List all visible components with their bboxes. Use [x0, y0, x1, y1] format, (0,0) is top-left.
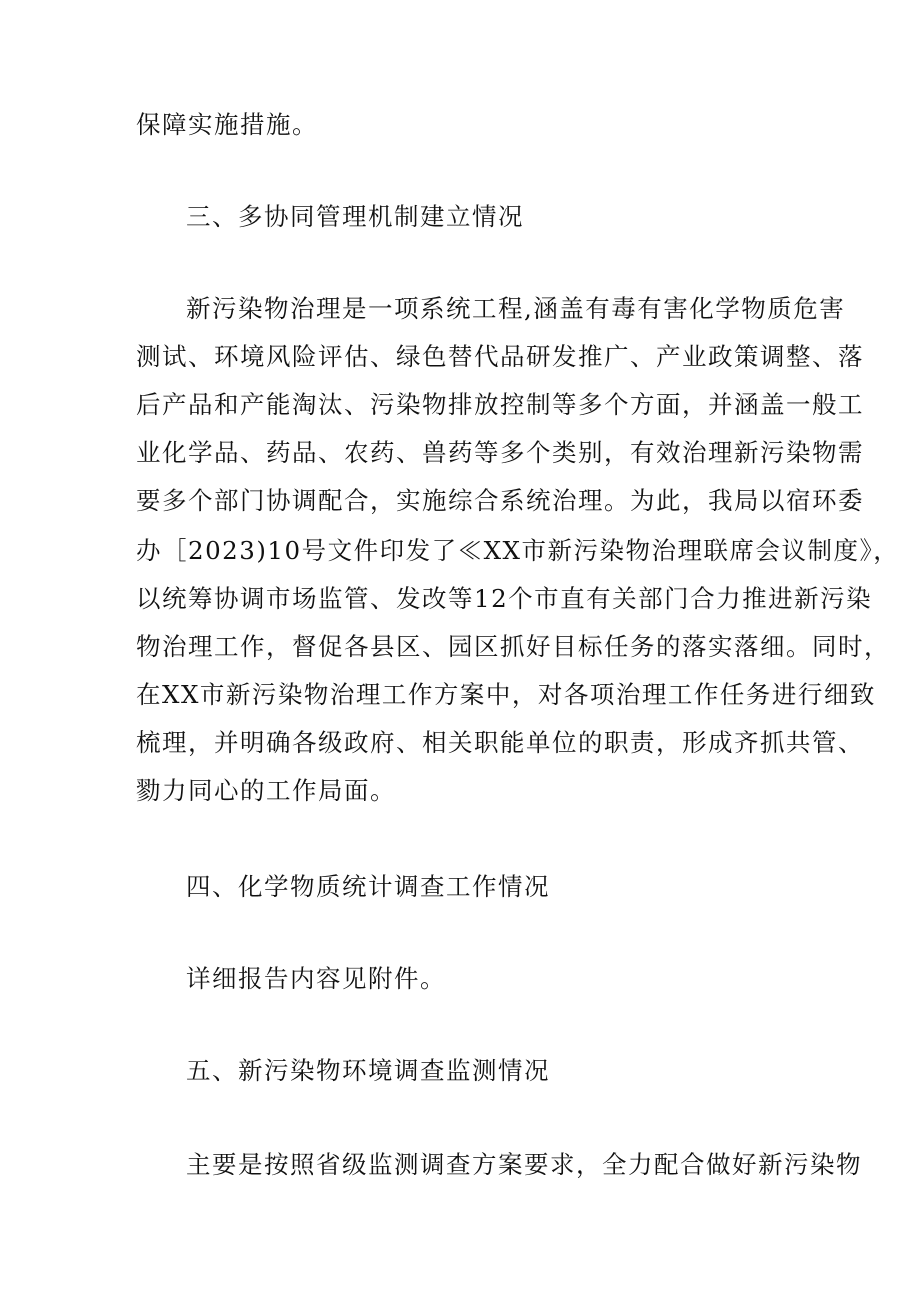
- paragraph-line: 要多个部门协调配合，实施综合系统治理。为此，我局以宿环委: [136, 486, 864, 515]
- paragraph-line: 在XX市新污染物治理工作方案中，对各项治理工作任务进行细致: [136, 680, 876, 709]
- paragraph-line: 以统筹协调市场监管、发改等12个市直有关部门合力推进新污染: [136, 584, 873, 613]
- intro-tail-paragraph: 保障实施措施。: [136, 110, 318, 139]
- section5-body-line: 主要是按照省级监测调查方案要求，全力配合做好新污染物: [186, 1150, 862, 1179]
- section5-heading: 五、新污染物环境调查监测情况: [186, 1056, 550, 1085]
- paragraph-line: 新污染物治理是一项系统工程,涵盖有毒有害化学物质危害: [186, 294, 846, 323]
- section4-heading: 四、化学物质统计调查工作情况: [186, 872, 550, 901]
- section4-body: 详细报告内容见附件。: [186, 964, 446, 993]
- paragraph-line: 后产品和产能淘汰、污染物排放控制等多个方面，并涵盖一般工: [136, 390, 864, 419]
- paragraph-line: 梳理，并明确各级政府、相关职能单位的职责，形成齐抓共管、: [136, 728, 864, 757]
- section3-heading: 三、多协同管理机制建立情况: [186, 202, 524, 231]
- paragraph-line: 办［2023)10号文件印发了≪XX市新污染物治理联席会议制度》，: [136, 536, 900, 565]
- paragraph-line: 业化学品、药品、农药、兽药等多个类别，有效治理新污染物需: [136, 438, 864, 467]
- paragraph-line: 勠力同心的工作局面。: [136, 776, 396, 805]
- paragraph-line: 物治理工作，督促各县区、园区抓好目标任务的落实落细。同时，: [136, 632, 890, 661]
- paragraph-line: 测试、环境风险评估、绿色替代品研发推广、产业政策调整、落: [136, 342, 864, 371]
